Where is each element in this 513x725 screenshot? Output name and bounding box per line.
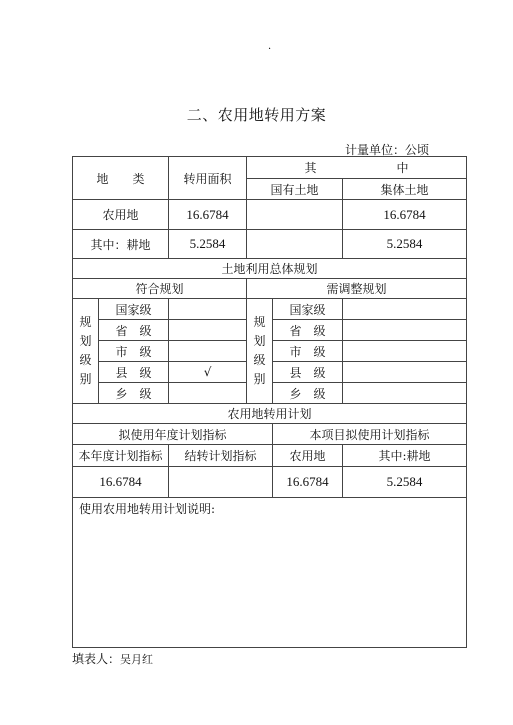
header-collective-land: 集体土地 [343,179,467,200]
adjust-plan-header: 需调整规划 [247,279,467,299]
carryover-index-value [169,467,273,498]
row-collective: 16.6784 [343,200,467,230]
section-land-use-plan: 土地利用总体规划 [73,259,467,279]
level-county: 县 级 [273,362,343,383]
plan-notes: 使用农用地转用计划说明: [73,498,467,648]
cultivated-header: 其中:耕地 [343,445,467,467]
row-area: 16.6784 [169,200,247,230]
conform-mark [169,383,247,404]
carryover-index-header: 结转计划指标 [169,445,273,467]
farmland-value: 16.6784 [273,467,343,498]
filler-label: 填表人： [72,652,121,666]
plan-level-label-right: 规 划 级 别 [247,299,273,404]
row-state [247,200,343,230]
annual-index-value: 16.6784 [73,467,169,498]
header-land-type: 地 类 [73,157,169,200]
filler-line [72,650,153,667]
conversion-plan-table [72,156,467,648]
header-among-left: 其 [304,161,317,175]
planned-annual-index-header: 拟使用年度计划指标 [73,424,273,445]
adjust-mark [343,341,467,362]
level-national: 国家级 [273,299,343,320]
row-collective: 5.2584 [343,230,467,259]
table-row [73,200,467,230]
adjust-mark [343,299,467,320]
page-title: 二、农用地转用方案 [186,106,327,124]
level-county: 县 级 [99,362,169,383]
header-among [247,157,467,179]
row-state [247,230,343,259]
header-among-right: 中 [396,161,409,175]
conform-mark [169,320,247,341]
row-type: 其中：耕地 [73,230,169,259]
adjust-mark [343,320,467,341]
level-city: 市 级 [99,341,169,362]
cultivated-value: 5.2584 [343,467,467,498]
row-area: 5.2584 [169,230,247,259]
filler-name: 吴月红 [120,653,154,666]
plan-level-label-left: 规 划 级 别 [73,299,99,404]
level-city: 市 级 [273,341,343,362]
adjust-mark [343,383,467,404]
conform-mark [169,299,247,320]
annual-index-header: 本年度计划指标 [73,445,169,467]
page-mark: · [268,44,272,55]
unit-label: 计量单位：公顷 [345,143,430,157]
table-row [73,230,467,259]
conform-mark [169,341,247,362]
header-state-land: 国有土地 [247,179,343,200]
level-national: 国家级 [99,299,169,320]
conform-mark: √ [169,362,247,383]
level-township: 乡 级 [99,383,169,404]
adjust-mark [343,362,467,383]
section-conversion-plan: 农用地转用计划 [73,404,467,424]
level-province: 省 级 [99,320,169,341]
farmland-header: 农用地 [273,445,343,467]
project-planned-index-header: 本项目拟使用计划指标 [273,424,467,445]
level-province: 省 级 [273,320,343,341]
conform-plan-header: 符合规划 [73,279,247,299]
row-type: 农用地 [73,200,169,230]
level-township: 乡 级 [273,383,343,404]
header-area: 转用面积 [169,157,247,200]
